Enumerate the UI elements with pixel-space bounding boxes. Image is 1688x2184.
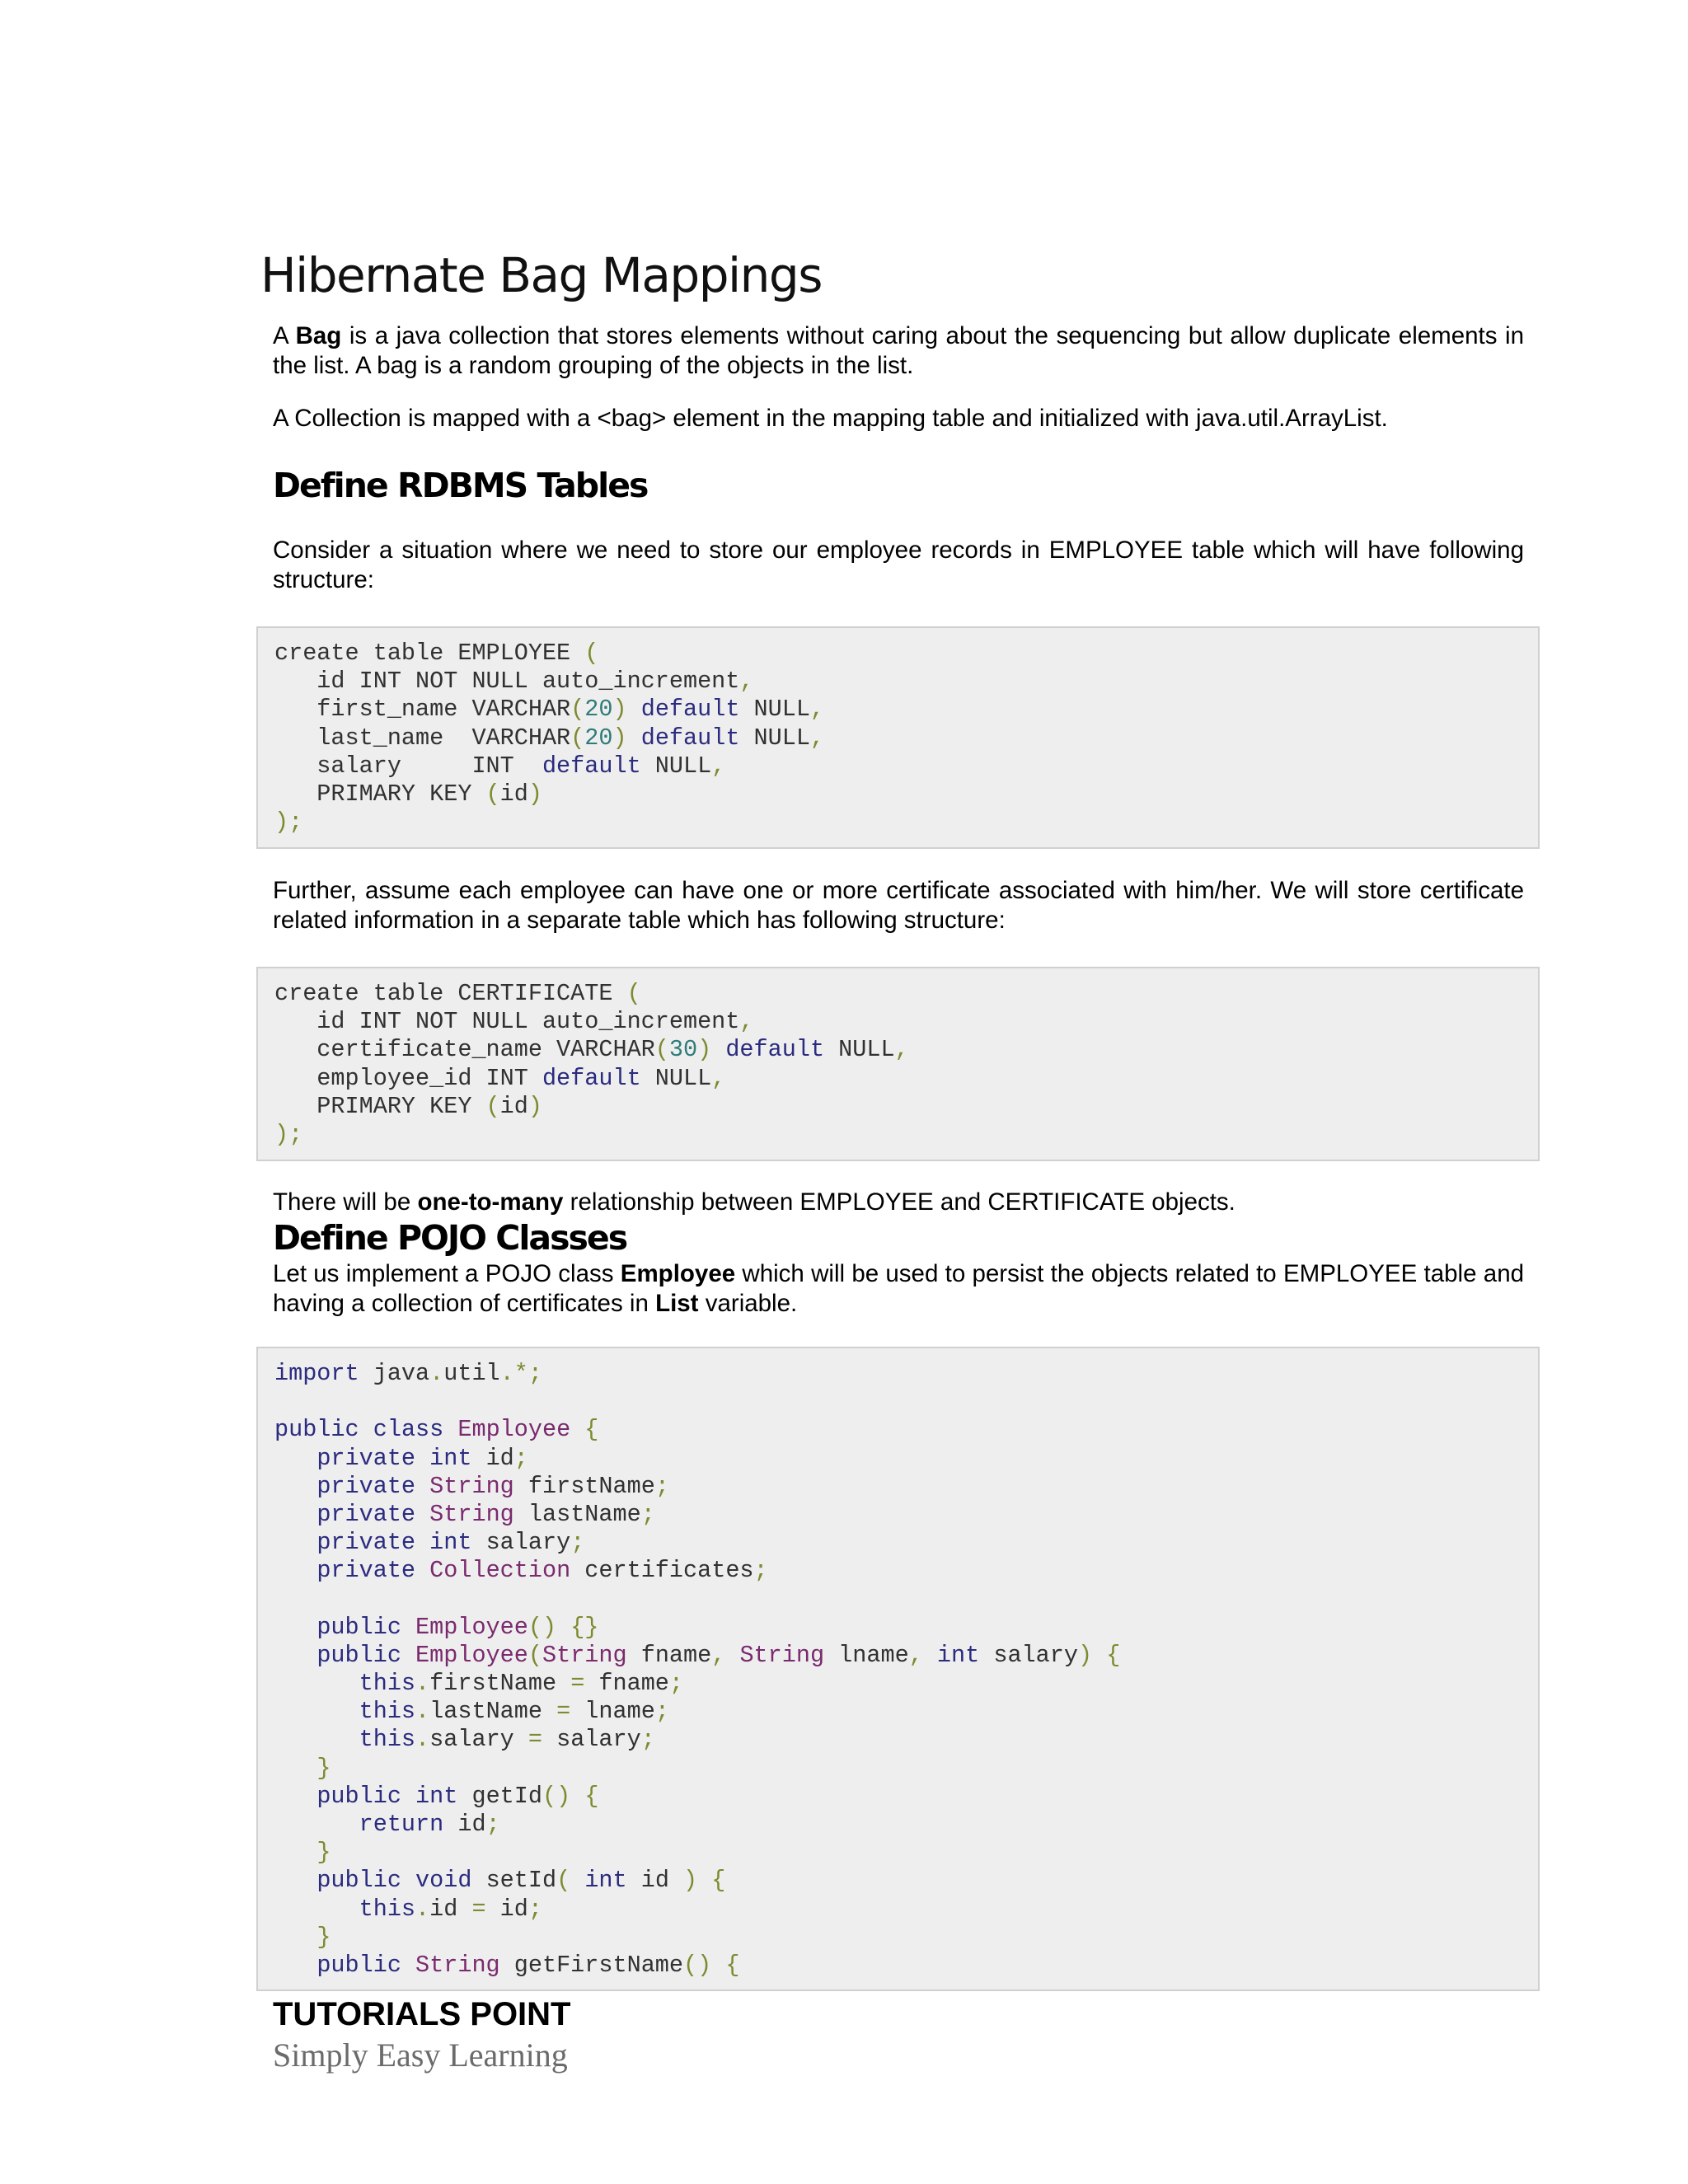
code-token: default	[725, 1036, 825, 1064]
code-token: )	[683, 1867, 698, 1895]
code-line	[274, 1586, 1538, 1614]
code-line	[274, 640, 1538, 668]
code-token	[415, 1445, 429, 1472]
code-token: ,	[894, 1036, 909, 1064]
code-token: default	[542, 1064, 641, 1092]
code-token: =	[528, 1726, 542, 1754]
code-token: ;	[654, 1698, 669, 1726]
code-token: import	[274, 1360, 359, 1387]
code-token	[570, 1783, 584, 1810]
code-token	[627, 696, 641, 723]
code-token: )	[528, 780, 542, 808]
code-line	[274, 1839, 1538, 1867]
code-token: int	[936, 1641, 980, 1669]
code-token	[401, 1867, 415, 1894]
code-token: }	[316, 1839, 331, 1867]
code-line	[274, 1642, 1538, 1670]
code-token: default	[542, 752, 641, 780]
code-token	[274, 1839, 316, 1866]
code-token: (	[584, 640, 599, 667]
code-token: Collection	[429, 1557, 571, 1585]
code-token: String	[739, 1641, 825, 1669]
code-token: .*;	[499, 1360, 542, 1387]
code-token: {}	[570, 1613, 599, 1641]
code-token: private	[316, 1557, 416, 1585]
code-token: ;	[668, 1670, 684, 1698]
code-line	[274, 1726, 1538, 1754]
code-token: salary	[979, 1641, 1078, 1669]
code-token: public	[316, 1867, 401, 1895]
code-token: .	[415, 1895, 430, 1923]
bag-term: Bag	[295, 322, 342, 349]
code-token: .	[415, 1670, 430, 1698]
code-token: (	[654, 1036, 669, 1064]
code-token: create table EMPLOYEE	[274, 640, 585, 667]
code-token: NULL	[739, 724, 810, 752]
code-token: firstName	[513, 1472, 655, 1500]
code-line	[274, 1065, 1538, 1093]
code-token	[711, 1952, 725, 1979]
code-token	[359, 1416, 373, 1443]
code-token	[415, 1473, 429, 1500]
code-token: ;	[654, 1472, 669, 1500]
code-line	[274, 1501, 1538, 1529]
code-token: default	[640, 724, 740, 752]
code-token: ,	[711, 1641, 726, 1669]
code-token: employee_id INT	[274, 1064, 542, 1092]
code-token: NULL	[824, 1036, 895, 1064]
intro-text-prefix: A	[273, 322, 296, 349]
code-token: this	[359, 1895, 416, 1923]
code-token: public	[316, 1782, 401, 1810]
code-token: .	[415, 1698, 430, 1726]
pojo-text-mid: which will be used to persist the objects related to EMPLOYEE table and having a collection of certificates in	[273, 1260, 1525, 1317]
code-token: public	[316, 1613, 401, 1641]
code-token	[697, 1867, 711, 1894]
code-token: class	[373, 1416, 444, 1444]
code-token: certificate_name VARCHAR	[274, 1036, 655, 1064]
code-token: (	[570, 724, 585, 752]
code-token: java	[359, 1360, 430, 1387]
code-token: ,	[809, 724, 825, 752]
code-token	[1092, 1642, 1106, 1669]
code-token: NULL	[739, 696, 810, 724]
code-token	[711, 1036, 725, 1063]
code-token: certificates	[570, 1557, 754, 1585]
code-token: {	[725, 1951, 740, 1979]
code-line	[274, 1445, 1538, 1473]
code-line	[274, 1416, 1538, 1444]
code-token: salary INT	[274, 752, 542, 780]
code-token: int	[584, 1867, 627, 1895]
code-token: )	[528, 1092, 542, 1120]
rdbms-paragraph-certificate: Further, assume each employee can have one or more certificate associated with him/her. We will store certificate related information in a separate table which has following structure:	[273, 877, 1524, 934]
code-line	[274, 1811, 1538, 1839]
relationship-paragraph	[273, 1188, 1524, 1217]
code-token: public	[274, 1416, 359, 1444]
code-token: lname	[824, 1641, 909, 1669]
code-token: (	[485, 780, 500, 808]
code-line	[274, 1924, 1538, 1952]
code-token	[401, 1614, 415, 1641]
code-token: Employee	[415, 1641, 528, 1669]
code-line	[274, 1093, 1538, 1121]
intro-paragraph-collection: A Collection is mapped with a <bag> element in the mapping table and initialized with java.util.ArrayList.	[273, 405, 1388, 432]
code-token: ,	[711, 1064, 726, 1092]
code-token: (	[626, 980, 641, 1007]
heading-define-rdbms-tables: Define RDBMS Tables	[273, 466, 648, 505]
code-line	[274, 668, 1538, 696]
code-token: );	[274, 1120, 303, 1148]
code-token: salary	[471, 1529, 571, 1557]
code-token: this	[359, 1698, 416, 1726]
code-token: util	[443, 1360, 500, 1387]
code-token	[401, 1783, 415, 1810]
code-token: getId	[457, 1782, 542, 1810]
code-token	[570, 1867, 584, 1894]
code-line	[274, 1952, 1538, 1980]
code-token: fname	[626, 1641, 712, 1669]
code-token	[415, 1557, 429, 1584]
code-line	[274, 1360, 1538, 1388]
code-token: return	[359, 1811, 444, 1838]
code-token	[274, 1867, 316, 1894]
pojo-paragraph	[273, 1259, 1524, 1319]
code-token	[556, 1614, 570, 1641]
code-token: 20	[584, 724, 613, 752]
code-token	[627, 724, 641, 752]
code-token: int	[429, 1444, 472, 1472]
code-token: {	[711, 1867, 726, 1895]
code-token: setId	[471, 1867, 557, 1895]
code-token: }	[316, 1754, 331, 1782]
code-token: String	[415, 1951, 500, 1979]
code-token	[274, 1698, 359, 1725]
code-token: ,	[908, 1641, 923, 1669]
code-token: ()	[542, 1782, 571, 1810]
code-token: int	[415, 1782, 458, 1810]
code-line	[274, 1783, 1538, 1811]
code-token: .	[415, 1726, 430, 1754]
code-token: (	[556, 1867, 571, 1895]
code-token	[274, 1445, 316, 1472]
code-token: first_name VARCHAR	[274, 696, 571, 724]
code-token: 30	[668, 1036, 698, 1064]
code-token: PRIMARY KEY	[274, 780, 486, 808]
code-token: id	[499, 1092, 528, 1120]
code-token: lastName	[513, 1500, 641, 1528]
employee-term: Employee	[620, 1260, 736, 1287]
code-token: fname	[584, 1670, 669, 1698]
code-token: create table CERTIFICATE	[274, 980, 627, 1007]
heading-define-pojo-classes: Define POJO Classes	[273, 1218, 627, 1258]
code-line	[274, 1529, 1538, 1557]
code-token	[401, 1642, 415, 1669]
code-token: private	[316, 1529, 416, 1557]
code-token: String	[429, 1500, 514, 1528]
code-token: )	[612, 696, 627, 724]
rdbms-paragraph-employee: Consider a situation where we need to store our employee records in EMPLOYEE table which will have following structure:	[273, 537, 1524, 593]
code-token: lname	[570, 1698, 655, 1726]
code-token: Employee	[457, 1416, 571, 1444]
code-token: id	[499, 780, 528, 808]
code-token	[401, 1952, 415, 1979]
code-token: id	[626, 1867, 684, 1895]
code-token: )	[697, 1036, 712, 1064]
footer-brand: TUTORIALS POINT	[273, 1996, 571, 2032]
code-token: )	[612, 724, 627, 752]
code-token: String	[429, 1472, 514, 1500]
code-token: ,	[809, 696, 825, 724]
code-token: int	[429, 1529, 472, 1557]
code-token: id	[485, 1895, 528, 1923]
code-token: Employee	[415, 1613, 528, 1641]
code-token: {	[1106, 1641, 1121, 1669]
list-term: List	[655, 1290, 699, 1317]
code-token: id	[471, 1444, 514, 1472]
code-token: (	[570, 696, 585, 724]
code-token: last_name VARCHAR	[274, 724, 571, 752]
code-token: ,	[739, 668, 754, 696]
code-token: =	[556, 1698, 571, 1726]
code-line	[274, 980, 1538, 1008]
code-token	[274, 1614, 316, 1641]
code-block-employee-table	[256, 626, 1540, 849]
code-line	[274, 1388, 1538, 1416]
code-token	[443, 1416, 457, 1443]
code-token: this	[359, 1726, 416, 1754]
code-token: public	[316, 1951, 401, 1979]
code-line	[274, 1473, 1538, 1501]
code-token: firstName	[429, 1670, 571, 1698]
code-token: ;	[640, 1726, 655, 1754]
intro-paragraph-bag	[273, 321, 1524, 381]
code-token: void	[415, 1867, 472, 1895]
code-token: salary	[429, 1726, 528, 1754]
code-token	[274, 1501, 316, 1528]
code-token: =	[570, 1670, 585, 1698]
code-token: lastName	[429, 1698, 557, 1726]
code-token: ;	[570, 1529, 585, 1557]
code-token	[570, 1416, 584, 1443]
footer-tagline: Simply Easy Learning	[273, 2036, 568, 2074]
code-token	[274, 1557, 316, 1584]
code-token: 20	[584, 696, 613, 724]
code-token: {	[584, 1782, 599, 1810]
code-token	[415, 1501, 429, 1528]
code-line	[274, 1008, 1538, 1036]
code-token: id INT NOT NULL auto_increment	[274, 1008, 740, 1036]
code-token	[274, 1642, 316, 1669]
code-token	[725, 1642, 739, 1669]
code-line	[274, 752, 1538, 780]
code-token	[274, 1783, 316, 1810]
one-to-many-term: one-to-many	[417, 1188, 564, 1216]
code-token: ;	[528, 1895, 542, 1923]
code-token	[274, 1755, 316, 1782]
code-token: private	[316, 1472, 416, 1500]
code-line	[274, 1670, 1538, 1698]
code-token: this	[359, 1670, 416, 1698]
code-token: ;	[753, 1557, 768, 1585]
code-token: {	[584, 1416, 599, 1444]
code-token: }	[316, 1923, 331, 1951]
pojo-text-rest: variable.	[698, 1290, 798, 1317]
code-token: id	[443, 1811, 486, 1838]
code-line	[274, 1614, 1538, 1642]
code-token: =	[471, 1895, 486, 1923]
code-token	[274, 1726, 359, 1753]
page-title: Hibernate Bag Mappings	[260, 247, 822, 303]
code-token	[415, 1529, 429, 1556]
code-token	[274, 1529, 316, 1556]
code-token	[923, 1642, 937, 1669]
code-token: (	[528, 1641, 542, 1669]
code-block-employee-class	[256, 1347, 1540, 1991]
code-token: );	[274, 808, 303, 837]
code-line	[274, 1896, 1538, 1924]
code-token: salary	[542, 1726, 641, 1754]
code-token	[274, 1473, 316, 1500]
code-token: ;	[640, 1500, 655, 1528]
code-token	[274, 1896, 359, 1923]
code-token: String	[542, 1641, 627, 1669]
code-token: PRIMARY KEY	[274, 1092, 486, 1120]
relationship-text-rest: relationship between EMPLOYEE and CERTIFICATE objects.	[563, 1188, 1236, 1216]
code-token: NULL	[640, 752, 712, 780]
code-line	[274, 1755, 1538, 1783]
code-line	[274, 1698, 1538, 1726]
relationship-text-prefix: There will be	[273, 1188, 418, 1216]
code-token: public	[316, 1641, 401, 1669]
code-token: private	[316, 1500, 416, 1528]
code-token: (	[485, 1092, 500, 1120]
code-token: .	[429, 1360, 444, 1387]
code-token: id	[429, 1895, 472, 1923]
pojo-text-prefix: Let us implement a POJO class	[273, 1260, 621, 1287]
code-token: ;	[485, 1811, 500, 1838]
code-line	[274, 1557, 1538, 1585]
code-token: ;	[513, 1444, 528, 1472]
code-line	[274, 696, 1538, 724]
code-token: NULL	[640, 1064, 712, 1092]
code-token: ,	[711, 752, 726, 780]
code-token: ()	[683, 1951, 712, 1979]
code-token	[274, 1811, 359, 1838]
code-line	[274, 1036, 1538, 1064]
code-line	[274, 1867, 1538, 1895]
code-token: ,	[739, 1008, 754, 1036]
code-token: default	[640, 696, 740, 724]
code-token: ()	[528, 1613, 557, 1641]
code-token	[274, 1670, 359, 1697]
code-token: )	[1077, 1641, 1093, 1669]
code-token	[274, 1952, 316, 1979]
code-token: id INT NOT NULL auto_increment	[274, 668, 740, 696]
intro-text-rest: is a java collection that stores elements without caring about the sequencing but allow duplicate elements in the list. A bag is a random grouping of the objects in the list.	[273, 322, 1524, 379]
code-token: getFirstName	[499, 1951, 684, 1979]
code-token	[274, 1924, 316, 1951]
code-token: private	[316, 1444, 416, 1472]
code-line	[274, 780, 1538, 808]
code-line	[274, 724, 1538, 752]
code-block-certificate-table	[256, 967, 1540, 1161]
code-line	[274, 1121, 1538, 1149]
code-line	[274, 808, 1538, 837]
